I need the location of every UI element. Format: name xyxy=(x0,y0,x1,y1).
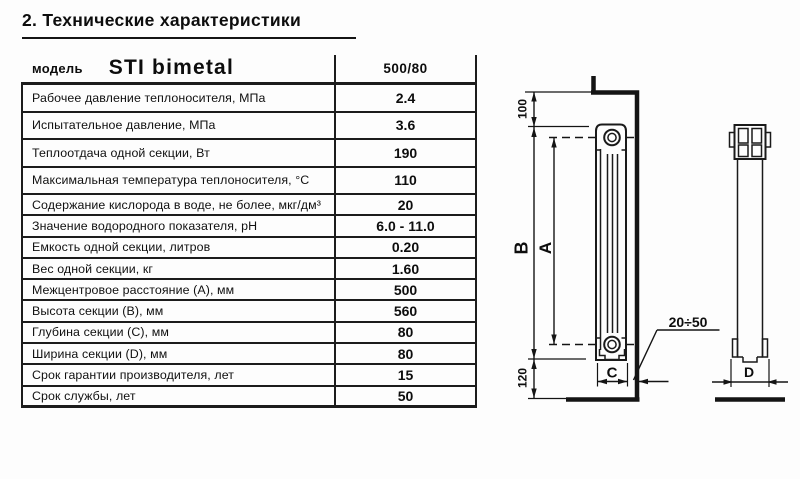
arrow-120-bottom xyxy=(531,389,536,399)
spec-row xyxy=(23,168,475,196)
dim-label-b: B xyxy=(511,241,532,255)
spec-row-value: 50 xyxy=(334,387,475,405)
side-collector-cell xyxy=(752,129,762,144)
spec-table-header xyxy=(21,55,475,85)
spec-row-label: Ширина секции (D), мм xyxy=(32,346,168,361)
spec-row-value: 2.4 xyxy=(334,85,475,111)
spec-row-value: 6.0 - 11.0 xyxy=(334,216,475,235)
spec-table xyxy=(21,55,477,408)
dim-label-100: 100 xyxy=(515,98,530,120)
spec-row-label: Емкость одной секции, литров xyxy=(32,240,211,255)
model-label: модель xyxy=(32,61,83,76)
side-top-tab-left xyxy=(730,133,735,148)
arrow-b-top xyxy=(531,128,536,138)
spec-row-value: 0.20 xyxy=(334,238,475,257)
dim-label-a: A xyxy=(536,241,555,255)
spec-row-value: 190 xyxy=(334,140,475,166)
spec-row-label: Глубина секции (С), мм xyxy=(32,325,169,340)
spec-table-header-left xyxy=(21,55,334,82)
leader-gap xyxy=(634,330,720,380)
spec-table-body xyxy=(21,85,475,408)
spec-row xyxy=(23,301,475,322)
spec-row-value: 500 xyxy=(334,280,475,299)
arrow-gap-right xyxy=(639,379,649,384)
spec-row xyxy=(23,140,475,168)
spec-row xyxy=(23,238,475,259)
top-nipple-outer xyxy=(604,130,620,146)
front-fin-lines xyxy=(608,154,618,333)
spec-row-label: Межцентровое расстояние (А), мм xyxy=(32,282,235,297)
spec-row-label: Вес одной секции, кг xyxy=(32,261,154,276)
spec-row-value: 80 xyxy=(334,344,475,363)
arrow-c-left xyxy=(598,379,608,384)
side-bottom-tab-right xyxy=(763,339,768,357)
side-bottom-tab-left xyxy=(733,339,738,357)
spec-row-label: Значение водородного показателя, рН xyxy=(32,218,258,233)
spec-row-label: Рабочее давление теплоносителя, МПа xyxy=(32,90,266,105)
spec-row-label: Испытательное давление, МПа xyxy=(32,118,216,133)
side-collector-cell xyxy=(739,145,749,157)
bottom-nipple-inner xyxy=(608,340,616,348)
spec-row-value: 560 xyxy=(334,301,475,320)
dim-label-120: 120 xyxy=(515,367,530,389)
side-body-lines xyxy=(738,159,763,357)
spec-row xyxy=(23,195,475,216)
spec-row-label: Содержание кислорода в воде, не более, мкг/дм³ xyxy=(32,197,321,212)
arrow-c-right xyxy=(618,379,628,384)
dim-label-d: D xyxy=(743,364,755,380)
arrow-a-bottom xyxy=(551,335,556,345)
spec-row-label: Срок гарантии производителя, лет xyxy=(32,368,235,383)
spec-row-label: Теплоотдача одной секции, Вт xyxy=(32,145,210,160)
spec-row xyxy=(23,387,475,408)
model-variant: 500/80 xyxy=(334,55,475,82)
spec-row-value: 3.6 xyxy=(334,113,475,139)
radiator-dimensions-diagram xyxy=(495,60,800,405)
side-collector-cell xyxy=(739,129,749,144)
spec-row-label: Максимальная температура теплоносителя, °С xyxy=(32,173,310,188)
spec-row-value: 20 xyxy=(334,195,475,214)
side-top-tab-right xyxy=(766,133,771,148)
spec-row-value: 1.60 xyxy=(334,259,475,278)
spec-row xyxy=(23,280,475,301)
spec-row xyxy=(23,323,475,344)
dim-label-c: C xyxy=(606,364,618,382)
spec-row xyxy=(23,216,475,237)
top-nipple-inner xyxy=(608,133,616,141)
dim-label-wall-gap: 20÷50 xyxy=(668,314,708,330)
model-name: STI bimetal xyxy=(108,55,234,79)
spec-row-label: Высота секции (В), мм xyxy=(32,304,164,319)
arrow-a-top xyxy=(551,138,556,148)
spec-row xyxy=(23,113,475,141)
spec-row xyxy=(23,85,475,113)
bottom-nipple-outer xyxy=(604,337,620,353)
spec-row-value: 80 xyxy=(334,323,475,342)
side-bottom-foot xyxy=(738,357,763,362)
arrow-100-bottom xyxy=(531,117,536,127)
radiator-side-view xyxy=(730,125,771,362)
arrow-120-top xyxy=(531,360,536,370)
spec-row-value: 110 xyxy=(334,168,475,194)
spec-row xyxy=(23,365,475,386)
spec-row-value: 15 xyxy=(334,365,475,384)
arrow-b-bottom xyxy=(531,349,536,359)
bottom-collector-notch xyxy=(600,349,625,360)
arrow-100-top xyxy=(531,92,536,102)
spec-row xyxy=(23,344,475,365)
radiator-front-view xyxy=(596,125,626,361)
side-collector-cell xyxy=(752,145,762,157)
spec-row xyxy=(23,259,475,280)
spec-row-label: Срок службы, лет xyxy=(32,388,136,403)
page-title: 2. Технические характеристики xyxy=(22,10,356,39)
